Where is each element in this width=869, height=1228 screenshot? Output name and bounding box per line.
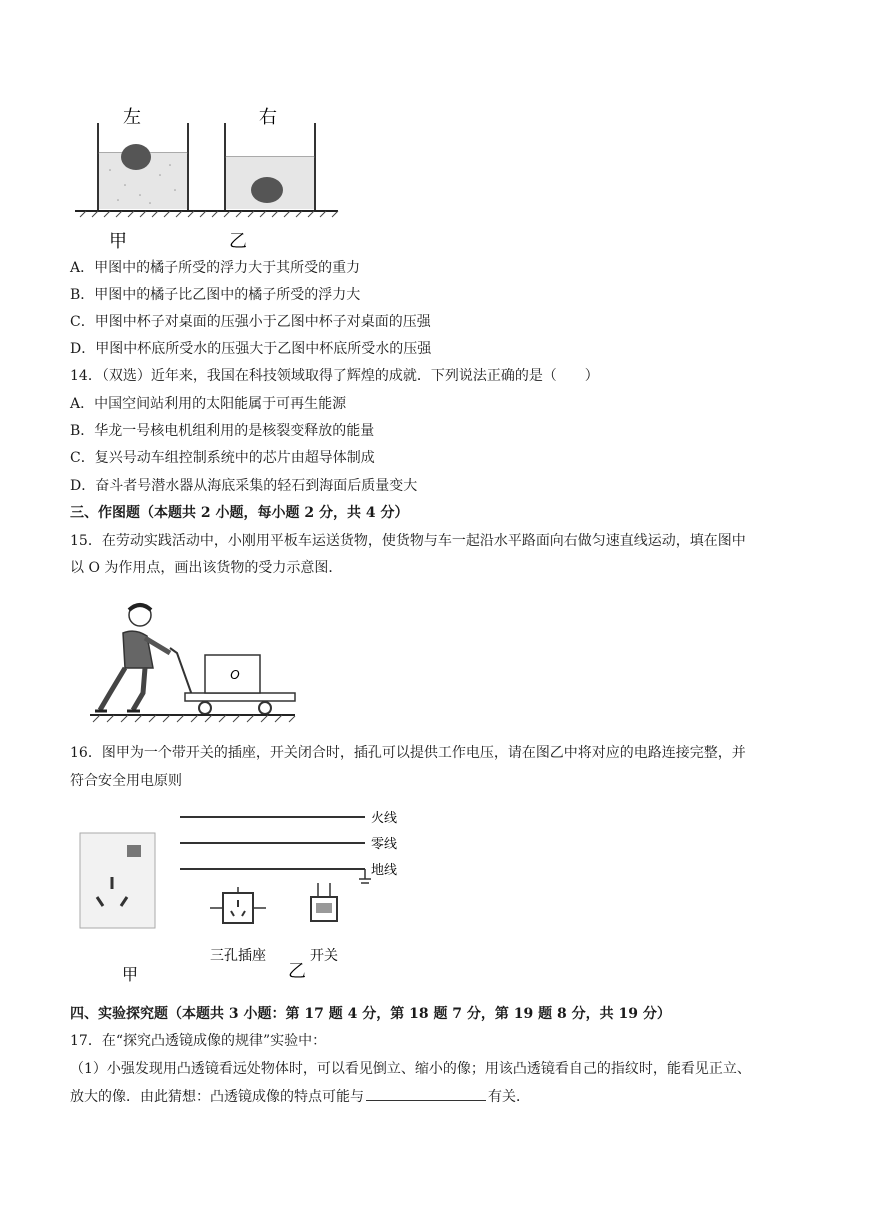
q17-answer-blank[interactable] (366, 1086, 486, 1101)
q14-stem: 14．（双选）近年来，我国在科技领域取得了辉煌的成就．下列说法正确的是（ ） (70, 368, 599, 384)
q14-option-c: C．复兴号动车组控制系统中的芯片由超导体制成 (70, 450, 375, 466)
socket-panel-jia (80, 833, 155, 928)
label-left-bottom: 甲 (109, 231, 127, 252)
label-wire-ground: 地线 (371, 863, 398, 878)
orange-left (121, 144, 151, 170)
beaker-right (225, 123, 315, 210)
q13-option-b: B．甲图中的橘子比乙图中的橘子所受的浮力大 (70, 287, 361, 303)
label-switch: 开关 (310, 948, 338, 964)
boy-figure (95, 604, 170, 711)
q17-part1-line2-before: 放大的像．由此猜想：凸透镜成像的特点可能与 (70, 1089, 364, 1105)
q14-option-d: D．奋斗者号潜水器从海底采集的轻石到海面后质量变大 (70, 478, 418, 494)
q16-line2: 符合安全用电原则 (70, 773, 182, 789)
q17-part1-line2 (70, 1086, 530, 1107)
label-right-bottom: 乙 (229, 231, 247, 252)
label-wire-neutral: 零线 (371, 837, 398, 852)
q13-option-d: D．甲图中杯底所受水的压强大于乙图中杯底所受水的压强 (70, 341, 432, 357)
three-hole-socket-icon (210, 887, 266, 923)
q17-part1-line2-after: 有关． (488, 1089, 530, 1105)
section3-title: 三、作图题（本题共 2 小题，每小题 2 分，共 4 分） (70, 505, 409, 521)
q16-line1: 16．图甲为一个带开关的插座，开关闭合时，插孔可以提供工作电压，请在图乙中将对应的电路连接完整，并 (70, 745, 746, 761)
q16-figure (75, 805, 415, 995)
label-socket: 三孔插座 (210, 948, 266, 964)
switch-icon (311, 883, 337, 921)
q15-figure (85, 598, 305, 726)
section4-title: 四、实验探究题（本题共 3 小题：第 17 题 4 分，第 18 题 7 分，第 19 题 8 分，共 19 分） (70, 1006, 671, 1022)
q17-stem: 17．在“探究凸透镜成像的规律”实验中： (70, 1033, 327, 1049)
q13-figure (70, 95, 350, 255)
beaker-left (98, 123, 188, 210)
point-o-label: O (230, 668, 240, 682)
label-yi: 乙 (288, 961, 306, 982)
label-left-top: 左 (123, 107, 141, 128)
q13-option-c: C．甲图中杯子对桌面的压强小于乙图中杯子对桌面的压强 (70, 314, 431, 330)
q14-option-b: B．华龙一号核电机组利用的是核裂变释放的能量 (70, 423, 375, 439)
q17-part1-line1: （1）小强发现用凸透镜看远处物体时，可以看见倒立、缩小的像；用该凸透镜看自己的指纹时，能看见正立、 (70, 1061, 751, 1077)
q14-option-a: A．中国空间站利用的太阳能属于可再生能源 (70, 396, 347, 412)
q15-line2: 以 O 为作用点，画出该货物的受力示意图． (70, 560, 343, 576)
q15-line1: 15．在劳动实践活动中，小刚用平板车运送货物，使货物与车一起沿水平路面向右做匀速直线运动，填在图中 (70, 533, 746, 549)
ground-symbol-icon (359, 869, 371, 883)
label-jia: 甲 (121, 965, 139, 984)
q13-option-a: A．甲图中的橘子所受的浮力大于其所受的重力 (70, 260, 361, 276)
label-wire-fire: 火线 (371, 811, 398, 826)
orange-right (251, 177, 283, 203)
label-right-top: 右 (259, 107, 277, 128)
